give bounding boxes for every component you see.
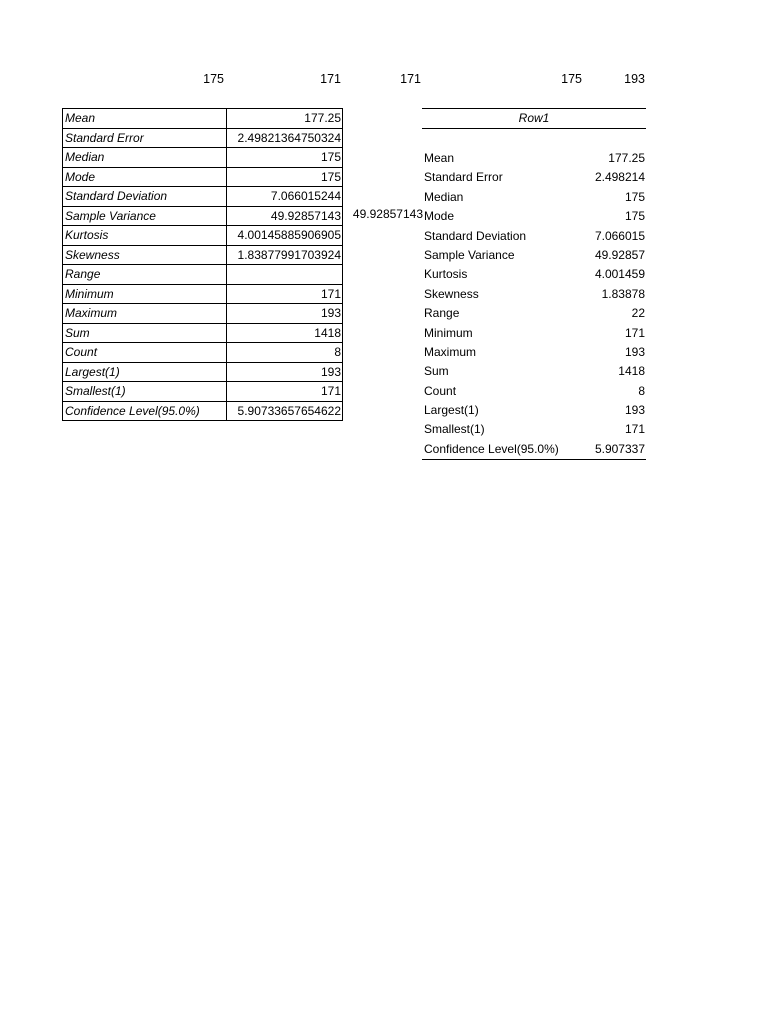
stat-value: 177.25 [608, 151, 645, 165]
top-value-cell: 175 [203, 72, 224, 86]
stat-value: 22 [631, 306, 645, 321]
stat-label: Confidence Level(95.0%) [63, 401, 227, 421]
list-item [422, 420, 646, 439]
stat-label: Standard Deviation [424, 228, 527, 243]
table-row [63, 304, 343, 324]
stat-label: Sum [63, 323, 227, 343]
stat-value: 8 [638, 383, 645, 398]
stat-label: Standard Error [63, 128, 227, 148]
stat-value: 193 [624, 344, 645, 359]
top-value-cell: 171 [320, 72, 341, 86]
table-row [63, 362, 343, 382]
stat-value: 49.92857143 [227, 206, 343, 226]
list-item [422, 440, 646, 460]
top-value-cell: 175 [561, 72, 582, 86]
stat-label: Range [424, 306, 460, 321]
stat-label: Range [63, 265, 227, 285]
column-header: Row1 [422, 108, 646, 129]
list-item [422, 207, 646, 226]
stat-value: 7.066015 [594, 228, 645, 243]
list-item [422, 382, 646, 401]
stat-label: Mean [63, 109, 227, 129]
stat-label: Skewness [424, 286, 479, 301]
top-value-cell: 171 [400, 72, 421, 86]
table-row [63, 284, 343, 304]
list-item [422, 188, 646, 207]
list-item [422, 285, 646, 304]
stat-label: Standard Error [424, 170, 503, 185]
stat-value: 2.49821364750324 [227, 128, 343, 148]
summary-statistics-block [422, 108, 646, 460]
list-item [422, 246, 646, 265]
table-row [63, 382, 343, 402]
stat-label: Median [424, 189, 464, 204]
stat-value: 49.92857 [594, 247, 645, 262]
table-row [63, 109, 343, 129]
table-row [63, 148, 343, 168]
list-item [422, 401, 646, 420]
table-row [63, 343, 343, 363]
stat-value: 171 [227, 284, 343, 304]
table-row [63, 206, 343, 226]
stat-value: 193 [227, 304, 343, 324]
stat-label: Kurtosis [63, 226, 227, 246]
stat-label: Mean [424, 151, 455, 165]
stat-value: 177.25 [227, 109, 343, 129]
stat-label: Largest(1) [63, 362, 227, 382]
stat-label: Median [63, 148, 227, 168]
list-item [422, 168, 646, 187]
table-row [63, 265, 343, 285]
stat-value: 2.498214 [594, 170, 645, 185]
table-row [63, 226, 343, 246]
stat-value: 193 [624, 403, 645, 418]
table-row [63, 245, 343, 265]
stat-label: Largest(1) [424, 403, 479, 418]
stat-value: 175 [624, 189, 645, 204]
stat-value: 171 [624, 325, 645, 340]
list-item [422, 324, 646, 343]
stat-label: Kurtosis [424, 267, 468, 282]
stat-value: 175 [227, 167, 343, 187]
list-item [422, 265, 646, 284]
stat-value: 193 [227, 362, 343, 382]
stat-label: Maximum [63, 304, 227, 324]
stat-value: 1.83878 [601, 286, 645, 301]
stat-value [227, 265, 343, 285]
list-item [422, 362, 646, 381]
stat-value: 175 [227, 148, 343, 168]
stat-value: 5.90733657654622 [227, 401, 343, 421]
table-row [63, 128, 343, 148]
descriptive-statistics-table [62, 108, 343, 421]
stat-label: Skewness [63, 245, 227, 265]
stat-value: 171 [624, 422, 645, 437]
stat-label: Count [63, 343, 227, 363]
stat-label: Minimum [63, 284, 227, 304]
stat-label: Maximum [424, 344, 477, 359]
list-item [422, 304, 646, 323]
stat-value: 4.001459 [594, 267, 645, 282]
table-row [63, 401, 343, 421]
stat-label: Minimum [424, 325, 473, 340]
stat-label: Smallest(1) [63, 382, 227, 402]
stat-value: 8 [227, 343, 343, 363]
top-value-cell: 193 [624, 72, 645, 86]
stat-value: 4.00145885906905 [227, 226, 343, 246]
table-row [63, 187, 343, 207]
stat-value: 5.907337 [594, 441, 645, 456]
stat-value: 1.83877991703924 [227, 245, 343, 265]
list-item [422, 343, 646, 362]
list-item [422, 149, 646, 168]
stat-value: 1418 [227, 323, 343, 343]
stat-label: Standard Deviation [63, 187, 227, 207]
stat-label: Mode [63, 167, 227, 187]
stray-variance-value: 49.92857143 [352, 207, 423, 221]
table-row [63, 323, 343, 343]
list-item [422, 227, 646, 246]
stat-value: 175 [624, 209, 645, 224]
stat-value: 1418 [618, 364, 645, 379]
stat-value: 7.066015244 [227, 187, 343, 207]
stat-label: Sample Variance [424, 247, 515, 262]
table-row [63, 167, 343, 187]
stat-label: Count [424, 383, 457, 398]
stat-label: Sum [424, 364, 449, 379]
stat-label: Smallest(1) [424, 422, 485, 437]
stat-label: Confidence Level(95.0%) [424, 441, 559, 456]
stat-value: 171 [227, 382, 343, 402]
stat-label: Mode [424, 209, 455, 224]
stat-label: Sample Variance [63, 206, 227, 226]
